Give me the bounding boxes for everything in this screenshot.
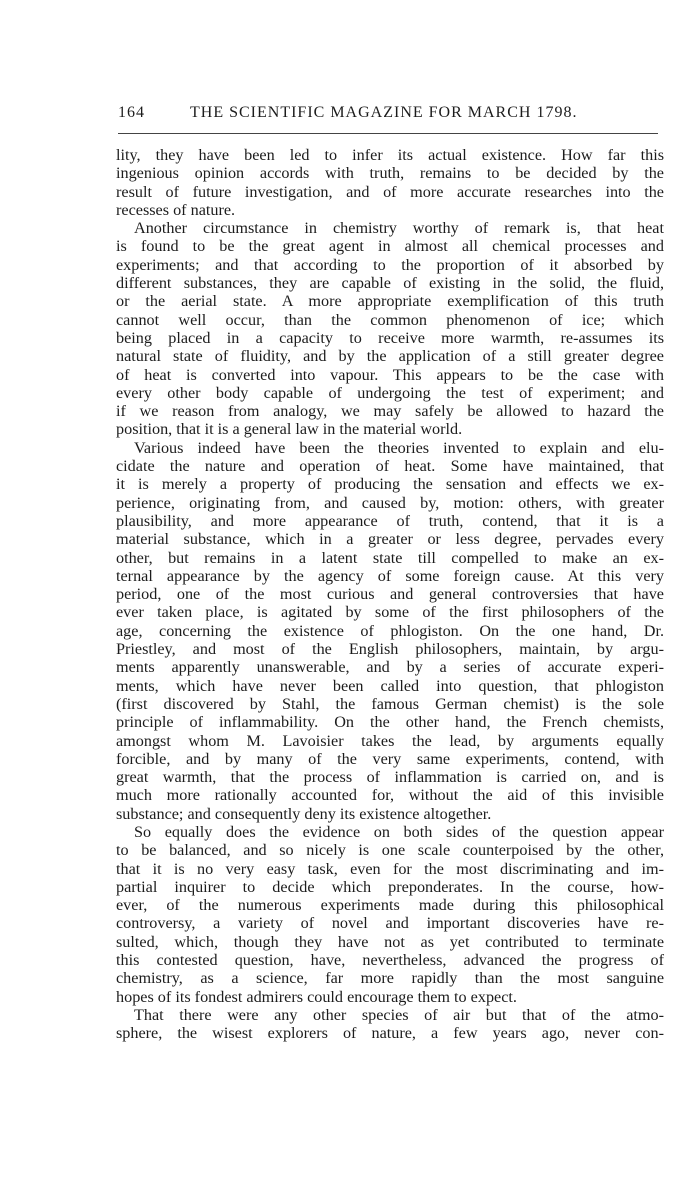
running-head — [118, 104, 658, 128]
page-number: 164 — [118, 104, 145, 121]
text-line: ever taken place, is agitated by some of the first philosophers of the — [116, 603, 664, 622]
text-line: chemistry, as a science, far more rapidly than the most sanguine — [116, 969, 664, 988]
text-line: material substance, which in a greater or less degree, pervades every — [116, 530, 664, 549]
text-line: sphere, the wisest explorers of nature, a few years ago, never con- — [116, 1024, 664, 1043]
text-line: (first discovered by Stahl, the famous German chemist) is the sole — [116, 694, 664, 713]
text-line: position, that it is a general law in the material world. — [116, 420, 463, 439]
text-line: experiments; and that according to the proportion of it absorbed by — [116, 255, 664, 274]
body-text — [116, 146, 664, 1043]
text-line: other, but remains in a latent state till compelled to make an ex- — [116, 548, 664, 567]
text-line: to be balanced, and so nicely is one scale counterpoised by the other, — [116, 841, 664, 860]
text-line: Priestley, and most of the English philosophers, maintain, by argu- — [116, 640, 664, 659]
text-line: much more rationally accounted for, without the aid of this invisible — [116, 786, 664, 805]
text-line: partial inquirer to decide which preponderates. In the course, how- — [116, 877, 664, 896]
paragraph-first-line: So equally does the evidence on both sides of the question appear — [134, 822, 664, 841]
text-line: forcible, and by many of the very same experiments, contend, with — [116, 749, 664, 768]
text-line: age, concerning the existence of phlogiston. On the one hand, Dr. — [116, 621, 664, 640]
text-line: ingenious opinion accords with truth, remains to be decided by the — [116, 164, 664, 183]
text-line: period, one of the most curious and general controversies that have — [116, 585, 664, 604]
text-line: this contested question, have, nevertheless, advanced the progress of — [116, 951, 664, 970]
text-line: cidate the nature and operation of heat. Some have maintained, that — [116, 457, 664, 476]
text-line: plausibility, and more appearance of truth, contend, that it is a — [116, 511, 664, 530]
text-line: hopes of its fondest admirers could encourage them to expect. — [116, 987, 517, 1006]
text-line: recesses of nature. — [116, 200, 236, 219]
text-line: that it is no very easy task, even for the most discriminating and im- — [116, 859, 664, 878]
text-line: if we reason from analogy, we may safely be allowed to hazard the — [116, 402, 664, 421]
text-line: ments, which have never been called into question, that phlogiston — [116, 676, 664, 695]
text-line: is found to be the great agent in almost all chemical processes and — [116, 237, 664, 256]
text-line: ternal appearance by the agency of some foreign cause. At this very — [116, 566, 664, 585]
text-line: every other body capable of undergoing the test of experiment; and — [116, 383, 664, 402]
text-line: natural state of fluidity, and by the application of a still greater degree — [116, 347, 664, 366]
text-line: ever, of the numerous experiments made during this philosophical — [116, 896, 664, 915]
paragraph-first-line: That there were any other species of air but that of the atmo- — [134, 1005, 664, 1024]
header-rule — [118, 133, 658, 134]
text-line: substance; and consequently deny its existence altogether. — [116, 804, 492, 823]
text-line: sulted, which, though they have not as yet contributed to terminate — [116, 932, 664, 951]
text-line: lity, they have been led to infer its actual existence. How far this — [116, 146, 664, 164]
paragraph-first-line: Another circumstance in chemistry worthy of remark is, that heat — [134, 219, 664, 238]
text-line: being placed in a capacity to receive more warmth, re-assumes its — [116, 328, 664, 347]
text-line: perience, originating from, and caused by, motion: others, with greater — [116, 493, 664, 512]
text-line: ments apparently unanswerable, and by a series of accurate experi- — [116, 658, 664, 677]
text-line: great warmth, that the process of inflammation is carried on, and is — [116, 768, 664, 787]
text-line: or the aerial state. A more appropriate exemplification of this truth — [116, 292, 664, 311]
paragraph-first-line: Various indeed have been the theories invented to explain and elu- — [134, 438, 664, 457]
text-line: different substances, they are capable of existing in the solid, the fluid, — [116, 274, 664, 293]
text-line: result of future investigation, and of more accurate researches into the — [116, 182, 664, 201]
text-line: it is merely a property of producing the sensation and effects we ex- — [116, 475, 664, 494]
text-line: controversy, a variety of novel and important discoveries have re- — [116, 914, 664, 933]
text-line: of heat is converted into vapour. This appears to be the case with — [116, 365, 664, 384]
text-line: amongst whom M. Lavoisier takes the lead, by arguments equally — [116, 731, 664, 750]
header-title: THE SCIENTIFIC MAGAZINE FOR MARCH 1798. — [190, 104, 578, 121]
text-line: cannot well occur, than the common phenomenon of ice; which — [116, 310, 664, 329]
text-line: principle of inflammability. On the other hand, the French chemists, — [116, 713, 664, 732]
